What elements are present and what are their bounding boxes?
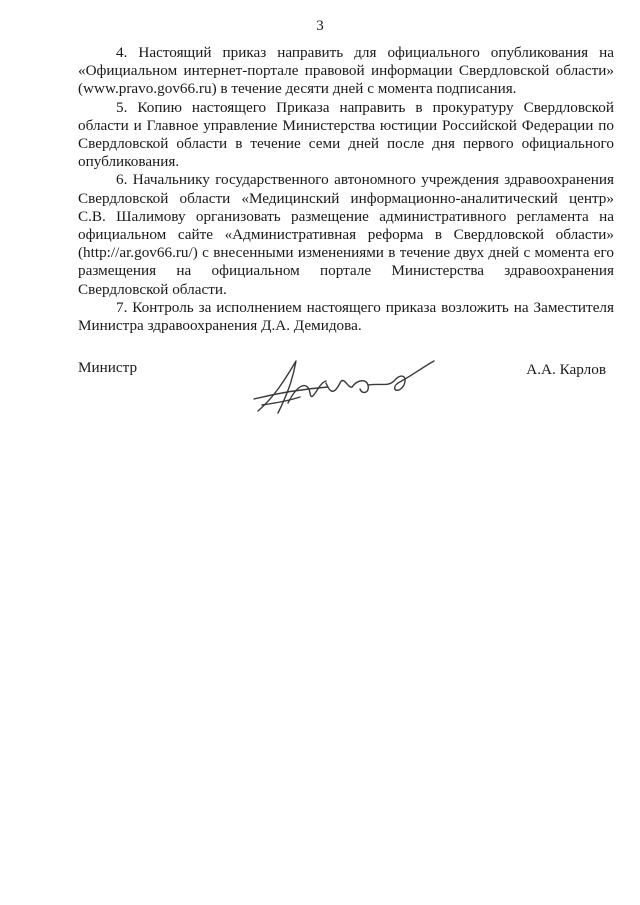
paragraph-4: 4. Настоящий приказ направить для официального опубликования на «Официальном интернет-портале правовой информации Свердловской области» (www.pravo.gov66.ru) в течение десяти дней с момента подписания. [78, 44, 614, 98]
signatory-name: А.А. Карлов [526, 361, 606, 378]
paragraph-7: 7. Контроль за исполнением настоящего приказа возложить на Заместителя Министра здравоохранения Д.А. Демидова. [78, 298, 614, 335]
signatory-title: Министр [78, 359, 138, 376]
paragraph-5: 5. Копию настоящего Приказа направить в прокуратуру Свердловской области и Главное управление Министерства юстиции Российской Федерации по Свердловской области в течение семи дней после дня первого официального опубликования. [78, 98, 614, 171]
paragraph-6: 6. Начальнику государственного автономного учреждения здравоохранения Свердловской области «Медицинский информационно-аналитический центр» С.В. Шалимову организовать размещение административного регламента на официальном сайте «Административная реформа в Свердловской области» (http://ar.gov66.ru/) с внесенными изменениями в течение двух дней с момента его размещения на официальном портале Министерства здравоохранения Свердловской области. [78, 171, 614, 298]
signature-block [78, 353, 614, 423]
handwritten-signature [248, 353, 438, 419]
document-body [78, 44, 614, 335]
page-number: 3 [316, 18, 324, 34]
